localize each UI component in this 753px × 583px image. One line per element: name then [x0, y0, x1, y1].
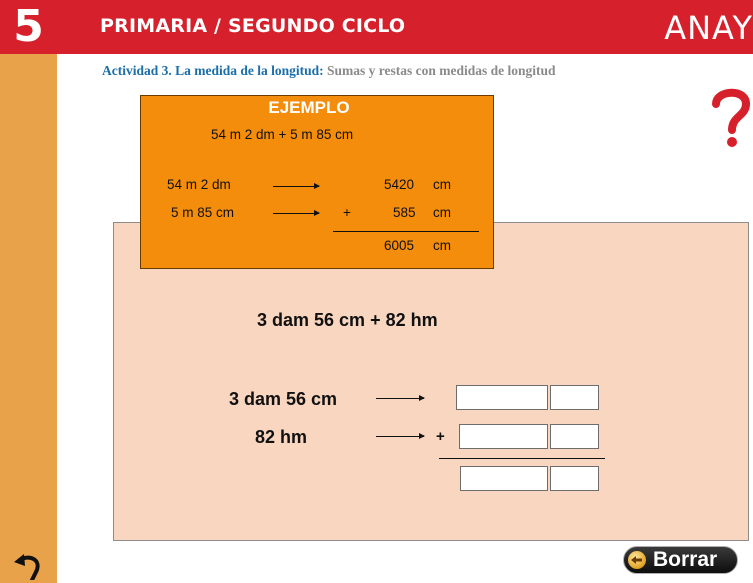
question-mark-icon[interactable] — [710, 86, 752, 148]
activity-title-sub: Sumas y restas con medidas de longitud — [327, 63, 556, 78]
activity-title-main: Actividad 3. La medida de la longitud: — [102, 63, 324, 78]
example-row-2-unit: cm — [433, 205, 451, 220]
example-total-unit: cm — [433, 238, 451, 253]
grade-number: 5 — [13, 1, 44, 52]
total-value-input[interactable] — [460, 466, 548, 491]
example-heading: EJEMPLO — [268, 98, 350, 117]
example-expression: 54 m 2 dm + 5 m 85 cm — [211, 127, 354, 142]
example-box — [140, 95, 494, 269]
problem-expression: 3 dam 56 cm + 82 hm — [257, 310, 438, 330]
row-2-plus-sign: + — [436, 428, 445, 445]
example-sum-line — [333, 231, 479, 232]
problem-row-2-label: 82 hm — [255, 427, 308, 447]
activity-title — [102, 63, 556, 79]
problem-sum-line — [439, 458, 605, 459]
total-unit-input[interactable] — [550, 466, 599, 491]
back-arrow-icon[interactable] — [12, 550, 46, 580]
example-arrow-icon — [273, 186, 319, 187]
header-title: PRIMARIA / SEGUNDO CICLO — [100, 15, 406, 37]
row-1-value-input[interactable] — [456, 385, 548, 410]
row-2-arrow-icon — [376, 436, 424, 437]
problem-row-1-label: 3 dam 56 cm — [229, 389, 338, 409]
clear-button[interactable] — [623, 546, 738, 574]
example-total-value: 6005 — [384, 238, 415, 253]
example-row-1-value: 5420 — [384, 177, 415, 192]
example-row-1-left: 54 m 2 dm — [167, 177, 231, 192]
example-row-2-left: 5 m 85 cm — [171, 205, 235, 220]
clear-button-label: Borrar — [653, 548, 718, 571]
header-bar — [0, 0, 753, 54]
brand-logo: ANAY — [664, 9, 753, 47]
row-2-value-input[interactable] — [459, 424, 548, 449]
example-row-2-value: 585 — [393, 205, 416, 220]
clear-icon — [628, 551, 646, 569]
left-sidebar — [0, 54, 57, 583]
example-row-2-sign: + — [343, 205, 351, 220]
work-area — [113, 222, 749, 541]
row-1-unit-input[interactable] — [550, 385, 599, 410]
row-1-arrow-icon — [376, 398, 424, 399]
row-2-unit-input[interactable] — [550, 424, 599, 449]
example-arrow-icon — [273, 213, 319, 214]
example-row-1-unit: cm — [433, 177, 451, 192]
